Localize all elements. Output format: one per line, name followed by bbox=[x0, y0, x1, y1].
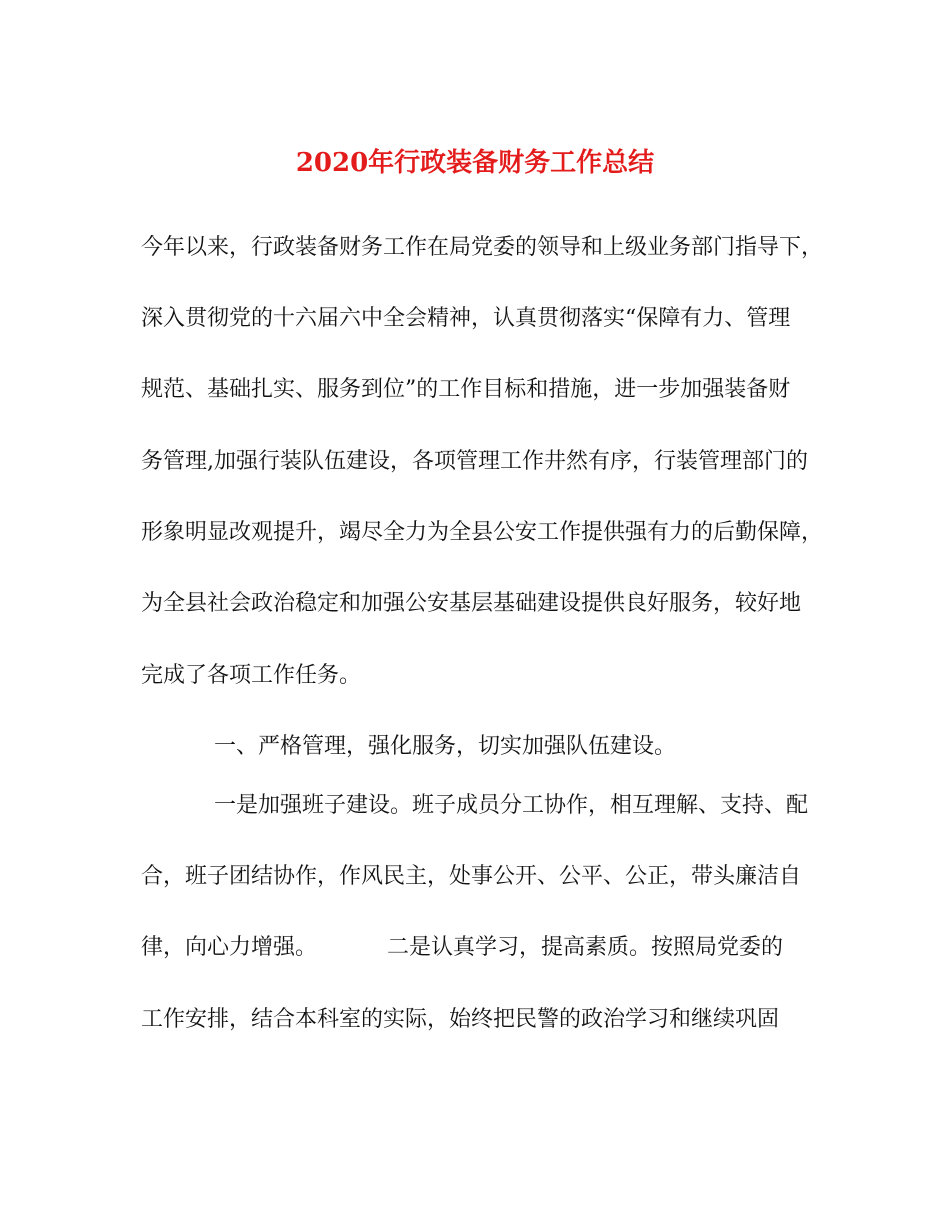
section-heading: 一、严格管理，强化服务，切实加强队伍建设。 bbox=[214, 734, 677, 759]
paragraph-line: 形象明显改观提升，竭尽全力为全县公安工作提供强有力的后勤保障， bbox=[141, 520, 824, 545]
paragraph-line: 今年以来，行政装备财务工作在局党委的领导和上级业务部门指导下， bbox=[141, 235, 824, 260]
paragraph-segment: 二是认真学习，提高素质。按照局党委的 bbox=[387, 935, 784, 960]
paragraph-line bbox=[141, 932, 783, 964]
paragraph-segment: 律，向心力增强。 bbox=[141, 935, 318, 960]
paragraph-line: 一是加强班子建设。班子成员分工协作，相互理解、支持、配 bbox=[214, 793, 809, 818]
paragraph-line: 合，班子团结协作，作风民主，处事公开、公平、公正，带头廉洁自 bbox=[141, 864, 802, 889]
paragraph-line: 务管理,加强行装队伍建设，各项管理工作井然有序，行装管理部门的 bbox=[141, 449, 808, 474]
paragraph-line: 为全县社会政治稳定和加强公安基层基础建设提供良好服务，较好地 bbox=[141, 591, 802, 616]
paragraph-line: 深入贯彻党的十六届六中全会精神，认真贯彻落实“保障有力、管理 bbox=[141, 306, 791, 331]
document-title: 2020年行政装备财务工作总结 bbox=[295, 148, 655, 178]
paragraph-line: 工作安排，结合本科室的实际，始终把民警的政治学习和继续巩固 bbox=[141, 1007, 780, 1032]
paragraph-line: 规范、基础扎实、服务到位”的工作目标和措施，进一步加强装备财 bbox=[141, 377, 791, 402]
paragraph-line: 完成了各项工作任务。 bbox=[141, 663, 362, 688]
